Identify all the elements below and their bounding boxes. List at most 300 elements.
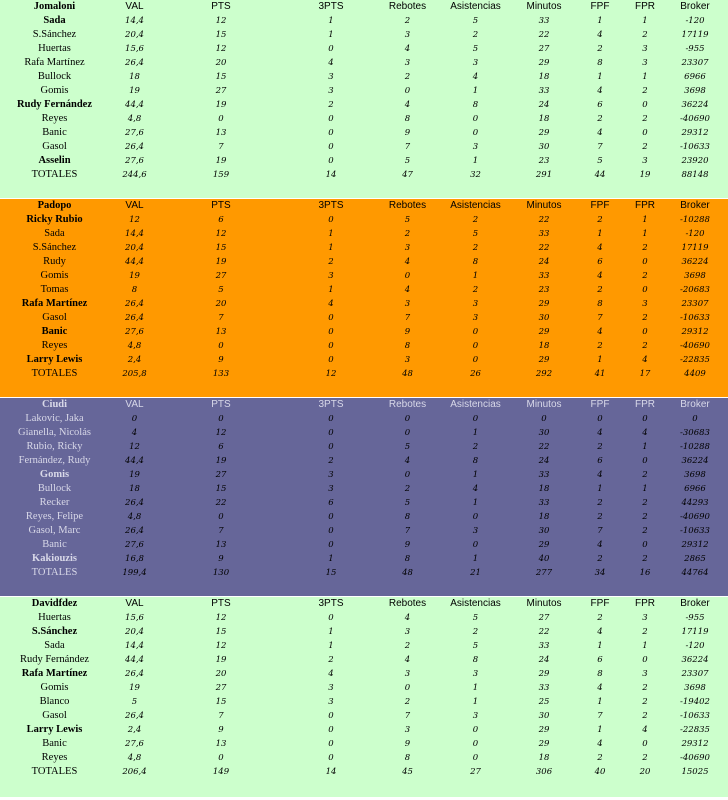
stat-cell: 0 bbox=[328, 414, 334, 424]
totals-cell: 159 bbox=[212, 170, 230, 180]
player-row bbox=[0, 84, 728, 98]
stat-cell: 1 bbox=[328, 30, 334, 40]
stat-cell: 2 bbox=[642, 341, 648, 351]
player-row bbox=[0, 695, 728, 709]
stat-cell: 2 bbox=[597, 215, 603, 225]
stat-cell: 15 bbox=[215, 627, 227, 637]
column-header: VAL bbox=[125, 200, 144, 211]
player-row bbox=[0, 213, 728, 227]
totals-cell: 206,4 bbox=[122, 767, 147, 777]
stat-cell: 19 bbox=[129, 271, 140, 281]
stat-cell: 2 bbox=[597, 285, 603, 295]
column-header: FPR bbox=[635, 200, 655, 211]
stat-cell: -10633 bbox=[680, 142, 710, 152]
stat-cell: 9 bbox=[404, 327, 411, 337]
stat-cell: 0 bbox=[218, 753, 224, 763]
totals-cell: 16 bbox=[639, 568, 651, 578]
player-name: Reyes bbox=[41, 752, 68, 763]
player-name: Reyes bbox=[41, 113, 68, 124]
stat-cell: 0 bbox=[404, 86, 411, 96]
stat-cell: 29 bbox=[538, 355, 550, 365]
stat-cell: 1 bbox=[642, 484, 648, 494]
stat-cell: 18 bbox=[538, 72, 550, 82]
stat-cell: -22835 bbox=[680, 725, 710, 735]
player-name: Rudy Fernández bbox=[19, 654, 90, 665]
stat-cell: 12 bbox=[215, 16, 227, 26]
stat-cell: 33 bbox=[538, 86, 550, 96]
stat-cell: 7 bbox=[218, 711, 224, 721]
totals-cell: 277 bbox=[535, 568, 553, 578]
player-name: Rudy Fernández bbox=[17, 99, 92, 110]
stat-cell: 15 bbox=[215, 72, 227, 82]
stat-cell: 13 bbox=[215, 327, 227, 337]
stat-cell: 4 bbox=[328, 58, 334, 68]
player-row bbox=[0, 98, 728, 112]
stat-cell: 0 bbox=[218, 512, 224, 522]
stat-cell: 2 bbox=[642, 554, 648, 564]
stat-cell: 3 bbox=[472, 669, 479, 679]
stat-cell: 5 bbox=[404, 442, 411, 452]
totals-cell: 27 bbox=[470, 767, 481, 777]
stat-cell: 0 bbox=[472, 414, 479, 424]
player-name: Larry Lewis bbox=[26, 354, 83, 365]
column-header: FPR bbox=[635, 598, 655, 609]
stat-cell: 12 bbox=[215, 613, 227, 623]
stat-cell: 26,4 bbox=[125, 58, 144, 68]
player-name: Banic bbox=[42, 738, 67, 749]
stat-cell: 0 bbox=[642, 327, 648, 337]
stat-cell: 8 bbox=[597, 669, 603, 679]
stat-cell: 0 bbox=[642, 540, 648, 550]
stat-cell: 8 bbox=[404, 554, 411, 564]
stat-cell: 3 bbox=[404, 627, 411, 637]
stat-cell: 5 bbox=[472, 16, 479, 26]
stat-cell: 1 bbox=[597, 725, 603, 735]
stat-cell: 27 bbox=[538, 44, 550, 54]
stat-cell: 2 bbox=[597, 341, 603, 351]
stat-cell: 1 bbox=[597, 72, 603, 82]
stat-cell: 3 bbox=[328, 86, 334, 96]
column-header: FPR bbox=[635, 1, 655, 12]
stat-cell: 4 bbox=[131, 428, 138, 438]
stat-cell: 19 bbox=[215, 100, 227, 110]
stat-cell: 2 bbox=[642, 114, 648, 124]
stat-cell: 4 bbox=[642, 428, 648, 438]
stat-cell: 8 bbox=[472, 456, 479, 466]
stat-cell: 0 bbox=[328, 142, 334, 152]
column-header: VAL bbox=[125, 598, 144, 609]
stat-cell: 0 bbox=[328, 428, 334, 438]
stat-cell: 0 bbox=[328, 355, 334, 365]
totals-cell: 14 bbox=[325, 767, 337, 777]
stat-cell: 1 bbox=[472, 683, 479, 693]
stat-cell: 27,6 bbox=[125, 540, 144, 550]
stat-cell: 0 bbox=[328, 512, 334, 522]
stat-cell: -40690 bbox=[680, 753, 710, 763]
stat-cell: 2 bbox=[642, 313, 648, 323]
stat-cell: 6 bbox=[328, 498, 334, 508]
stat-cell: 1 bbox=[597, 697, 603, 707]
stat-cell: 2 bbox=[328, 655, 334, 665]
stat-cell: 1 bbox=[472, 554, 479, 564]
stat-cell: 15 bbox=[215, 243, 227, 253]
team-table bbox=[0, 199, 728, 397]
stat-cell: 22 bbox=[215, 498, 227, 508]
player-name: Huertas bbox=[38, 612, 71, 623]
stat-cell: 0 bbox=[328, 526, 334, 536]
column-header: PTS bbox=[211, 200, 231, 211]
stat-cell: 0 bbox=[328, 711, 334, 721]
stat-cell: 12 bbox=[215, 428, 227, 438]
stat-cell: 2 bbox=[597, 442, 603, 452]
stat-cell: 3 bbox=[472, 313, 479, 323]
stat-cell: -120 bbox=[685, 641, 705, 651]
stat-cell: 29312 bbox=[681, 540, 709, 550]
stat-cell: 9 bbox=[404, 540, 411, 550]
stat-cell: 8 bbox=[404, 512, 411, 522]
stat-cell: 29312 bbox=[681, 739, 709, 749]
totals-cell: 291 bbox=[535, 170, 553, 180]
stat-cell: -955 bbox=[685, 44, 705, 54]
stat-cell: 1 bbox=[642, 229, 648, 239]
stat-cell: 3 bbox=[328, 72, 334, 82]
stat-cell: 2 bbox=[404, 484, 411, 494]
stat-cell: 2 bbox=[597, 44, 603, 54]
totals-cell: 34 bbox=[594, 568, 606, 578]
column-header: Broker bbox=[680, 200, 710, 211]
stat-cell: 0 bbox=[218, 414, 224, 424]
stat-cell: 18 bbox=[129, 484, 140, 494]
stat-cell: 0 bbox=[541, 414, 547, 424]
player-row bbox=[0, 154, 728, 168]
stat-cell: 0 bbox=[328, 327, 334, 337]
team-name: Ciudi bbox=[41, 399, 68, 410]
team-name: Padopo bbox=[37, 200, 72, 211]
stat-cell: 29 bbox=[538, 739, 550, 749]
stat-cell: 16,8 bbox=[125, 554, 144, 564]
stat-cell: -955 bbox=[685, 613, 705, 623]
stat-cell: 3 bbox=[642, 299, 648, 309]
stat-cell: 0 bbox=[328, 540, 334, 550]
totals-cell: 292 bbox=[535, 369, 553, 379]
team-header-row bbox=[0, 597, 728, 611]
stat-cell: 3 bbox=[404, 58, 411, 68]
player-name: Sada bbox=[43, 15, 66, 26]
stat-cell: 5 bbox=[472, 613, 479, 623]
stat-cell: 0 bbox=[328, 44, 334, 54]
stat-cell: 3 bbox=[472, 711, 479, 721]
stat-cell: -120 bbox=[685, 229, 705, 239]
totals-label: TOTALES bbox=[31, 169, 78, 180]
stat-cell: 4 bbox=[404, 456, 411, 466]
stat-cell: 0 bbox=[472, 512, 479, 522]
column-header: PTS bbox=[211, 399, 231, 410]
column-header: Minutos bbox=[526, 598, 562, 609]
stat-cell: 4 bbox=[404, 655, 411, 665]
column-header: Asistencias bbox=[450, 399, 501, 410]
player-row bbox=[0, 112, 728, 126]
player-row bbox=[0, 468, 728, 482]
stat-cell: 2 bbox=[597, 512, 603, 522]
stat-cell: 1 bbox=[472, 271, 479, 281]
stat-cell: 5 bbox=[131, 697, 138, 707]
player-row bbox=[0, 552, 728, 566]
column-header: FPF bbox=[590, 200, 610, 211]
stat-cell: 27,6 bbox=[125, 739, 144, 749]
stat-cell: 1 bbox=[597, 641, 603, 651]
stat-cell: 7 bbox=[597, 313, 603, 323]
stat-cell: 2 bbox=[642, 142, 648, 152]
stat-cell: 0 bbox=[404, 428, 411, 438]
stat-cell: 1 bbox=[328, 229, 334, 239]
totals-cell: 48 bbox=[402, 568, 413, 578]
stat-cell: 20,4 bbox=[125, 243, 144, 253]
stat-cell: 5 bbox=[472, 44, 479, 54]
player-row bbox=[0, 412, 728, 426]
stat-cell: 29 bbox=[538, 299, 550, 309]
player-row bbox=[0, 297, 728, 311]
stat-cell: 23920 bbox=[681, 156, 709, 166]
player-row bbox=[0, 482, 728, 496]
column-header: 3PTS bbox=[318, 1, 344, 12]
stat-cell: 0 bbox=[131, 414, 138, 424]
stat-cell: 25 bbox=[538, 697, 550, 707]
stat-cell: 22 bbox=[538, 215, 550, 225]
stat-cell: 13 bbox=[215, 128, 227, 138]
stat-cell: 2 bbox=[404, 229, 411, 239]
stat-cell: 33 bbox=[538, 498, 550, 508]
stat-cell: 19 bbox=[129, 683, 140, 693]
stat-cell: 1 bbox=[642, 16, 648, 26]
stat-cell: -20683 bbox=[680, 285, 710, 295]
stat-cell: 8 bbox=[131, 285, 138, 295]
totals-cell: 14 bbox=[325, 170, 337, 180]
player-name: Banic bbox=[42, 127, 67, 138]
stat-cell: 0 bbox=[404, 271, 411, 281]
stat-cell: -40690 bbox=[680, 512, 710, 522]
stat-cell: 4 bbox=[597, 128, 603, 138]
stat-cell: 0 bbox=[404, 414, 411, 424]
stat-cell: -10288 bbox=[680, 215, 710, 225]
totals-row bbox=[0, 765, 728, 779]
stat-cell: 1 bbox=[642, 442, 648, 452]
player-name: Reyes, Felipe bbox=[25, 511, 84, 522]
stat-cell: 2 bbox=[642, 86, 648, 96]
stat-cell: 24 bbox=[538, 655, 550, 665]
column-header: Minutos bbox=[526, 200, 562, 211]
stat-cell: 0 bbox=[472, 739, 479, 749]
totals-cell: 17 bbox=[639, 369, 651, 379]
player-name: Tomas bbox=[40, 284, 69, 295]
stat-cell: 3 bbox=[642, 669, 648, 679]
player-row bbox=[0, 311, 728, 325]
stat-cell: 2 bbox=[642, 711, 648, 721]
column-header: Broker bbox=[680, 598, 710, 609]
stat-cell: 24 bbox=[538, 100, 550, 110]
stat-cell: 12 bbox=[129, 215, 140, 225]
stat-cell: 3 bbox=[642, 58, 648, 68]
player-row bbox=[0, 440, 728, 454]
stat-cell: 0 bbox=[597, 414, 603, 424]
stat-cell: 4,8 bbox=[127, 341, 142, 351]
column-header: FPF bbox=[590, 598, 610, 609]
stat-cell: -10633 bbox=[680, 313, 710, 323]
stat-cell: 1 bbox=[472, 86, 479, 96]
totals-label: TOTALES bbox=[31, 368, 78, 379]
stat-cell: 2 bbox=[404, 72, 411, 82]
stat-cell: 0 bbox=[472, 128, 479, 138]
stat-cell: 44,4 bbox=[125, 655, 144, 665]
totals-cell: 205,8 bbox=[122, 369, 147, 379]
stat-cell: 4,8 bbox=[127, 753, 142, 763]
stat-cell: 27,6 bbox=[125, 327, 144, 337]
stat-cell: 8 bbox=[472, 257, 479, 267]
player-row bbox=[0, 227, 728, 241]
player-name: S.Sánchez bbox=[32, 29, 77, 40]
stat-cell: 2 bbox=[597, 498, 603, 508]
stat-cell: 9 bbox=[218, 355, 224, 365]
team-name: Davidfdez bbox=[31, 598, 78, 609]
stat-cell: 5 bbox=[404, 215, 411, 225]
team-table bbox=[0, 0, 728, 198]
player-row bbox=[0, 524, 728, 538]
stat-cell: 1 bbox=[642, 215, 648, 225]
player-name: Sada bbox=[44, 228, 65, 239]
stat-cell: 29 bbox=[538, 669, 550, 679]
stat-cell: 6 bbox=[597, 257, 603, 267]
column-header: PTS bbox=[211, 598, 231, 609]
stat-cell: 12 bbox=[215, 641, 227, 651]
stat-cell: 22 bbox=[538, 243, 550, 253]
column-header: FPF bbox=[590, 1, 610, 12]
totals-cell: 40 bbox=[594, 767, 606, 777]
stat-cell: 0 bbox=[328, 215, 334, 225]
stat-cell: 4 bbox=[404, 44, 411, 54]
stat-cell: 2 bbox=[472, 285, 479, 295]
stat-cell: 0 bbox=[328, 442, 334, 452]
stat-cell: 1 bbox=[597, 229, 603, 239]
stat-cell: 8 bbox=[597, 58, 603, 68]
stat-cell: 6 bbox=[597, 100, 603, 110]
stat-cell: 14,4 bbox=[125, 16, 144, 26]
player-name: Gomis bbox=[39, 469, 70, 480]
column-header: Asistencias bbox=[450, 598, 501, 609]
player-row bbox=[0, 538, 728, 552]
player-name: Gomis bbox=[40, 85, 69, 96]
stat-cell: 15,6 bbox=[125, 44, 144, 54]
team-header-row bbox=[0, 398, 728, 412]
stat-cell: 7 bbox=[404, 313, 411, 323]
stat-cell: 0 bbox=[472, 355, 479, 365]
stat-cell: -120 bbox=[685, 16, 705, 26]
stat-cell: 3 bbox=[642, 44, 648, 54]
player-row bbox=[0, 751, 728, 765]
stat-cell: 7 bbox=[218, 313, 224, 323]
stat-cell: 2 bbox=[642, 627, 648, 637]
stat-cell: 30 bbox=[538, 428, 550, 438]
stat-cell: 4 bbox=[642, 355, 648, 365]
stat-cell: 12 bbox=[215, 229, 227, 239]
stat-cell: 20,4 bbox=[125, 30, 144, 40]
stat-cell: 0 bbox=[642, 456, 648, 466]
player-row bbox=[0, 56, 728, 70]
stat-cell: 33 bbox=[538, 641, 550, 651]
stat-cell: 27 bbox=[215, 86, 227, 96]
stat-cell: 3 bbox=[642, 613, 648, 623]
stat-cell: 2 bbox=[642, 753, 648, 763]
stat-cell: 4 bbox=[597, 86, 603, 96]
stat-cell: 4 bbox=[642, 725, 648, 735]
stat-cell: 3698 bbox=[684, 86, 706, 96]
stat-cell: 27 bbox=[215, 683, 227, 693]
player-name: Rafa Martínez bbox=[24, 57, 85, 68]
stat-cell: 23307 bbox=[681, 299, 709, 309]
stat-cell: 13 bbox=[215, 540, 227, 550]
stat-cell: 29 bbox=[538, 327, 550, 337]
stat-cell: 4 bbox=[328, 299, 334, 309]
stat-cell: 8 bbox=[404, 341, 411, 351]
stat-cell: 6 bbox=[597, 655, 603, 665]
stat-cell: 23 bbox=[538, 156, 550, 166]
stat-cell: 2 bbox=[597, 554, 603, 564]
stat-cell: 3 bbox=[328, 484, 334, 494]
stat-cell: 0 bbox=[328, 725, 334, 735]
stat-cell: 3 bbox=[472, 142, 479, 152]
stat-cell: 19 bbox=[129, 470, 140, 480]
stat-cell: 4 bbox=[328, 669, 334, 679]
column-header: VAL bbox=[125, 1, 144, 12]
stat-cell: 24 bbox=[538, 456, 550, 466]
player-name: Larry Lewis bbox=[26, 724, 83, 735]
stat-cell: 22 bbox=[538, 30, 550, 40]
column-header: Broker bbox=[680, 399, 710, 410]
stat-cell: 18 bbox=[129, 72, 140, 82]
stat-cell: 3 bbox=[642, 156, 648, 166]
stat-cell: 2 bbox=[472, 215, 479, 225]
player-row bbox=[0, 426, 728, 440]
stat-cell: 7 bbox=[597, 142, 603, 152]
column-header: Rebotes bbox=[388, 399, 427, 410]
totals-cell: 88148 bbox=[681, 170, 709, 180]
stat-cell: 33 bbox=[538, 683, 550, 693]
stat-cell: 6966 bbox=[684, 484, 706, 494]
stat-cell: 29312 bbox=[681, 327, 709, 337]
player-name: Gasol, Marc bbox=[28, 525, 81, 536]
stat-cell: 17119 bbox=[681, 30, 709, 40]
stat-cell: 15,6 bbox=[125, 613, 144, 623]
stat-cell: 18 bbox=[538, 114, 550, 124]
stat-cell: 5 bbox=[597, 156, 603, 166]
stat-cell: 1 bbox=[328, 554, 334, 564]
player-name: Rafa Martínez bbox=[21, 298, 88, 309]
stat-cell: 4 bbox=[597, 627, 603, 637]
column-header: Asistencias bbox=[450, 1, 501, 12]
stat-cell: 1 bbox=[472, 470, 479, 480]
stat-cell: 36224 bbox=[681, 655, 709, 665]
player-name: Gasol bbox=[42, 141, 67, 152]
player-row bbox=[0, 653, 728, 667]
stat-cell: 0 bbox=[642, 285, 648, 295]
totals-cell: 48 bbox=[402, 369, 413, 379]
stat-cell: 0 bbox=[642, 739, 648, 749]
stat-cell: 2 bbox=[597, 753, 603, 763]
stat-cell: 3 bbox=[404, 669, 411, 679]
player-name: Banic bbox=[41, 326, 68, 337]
totals-cell: 20 bbox=[639, 767, 651, 777]
stat-cell: 19 bbox=[215, 257, 227, 267]
stat-cell: 27,6 bbox=[125, 156, 144, 166]
stat-cell: 26,4 bbox=[125, 669, 144, 679]
